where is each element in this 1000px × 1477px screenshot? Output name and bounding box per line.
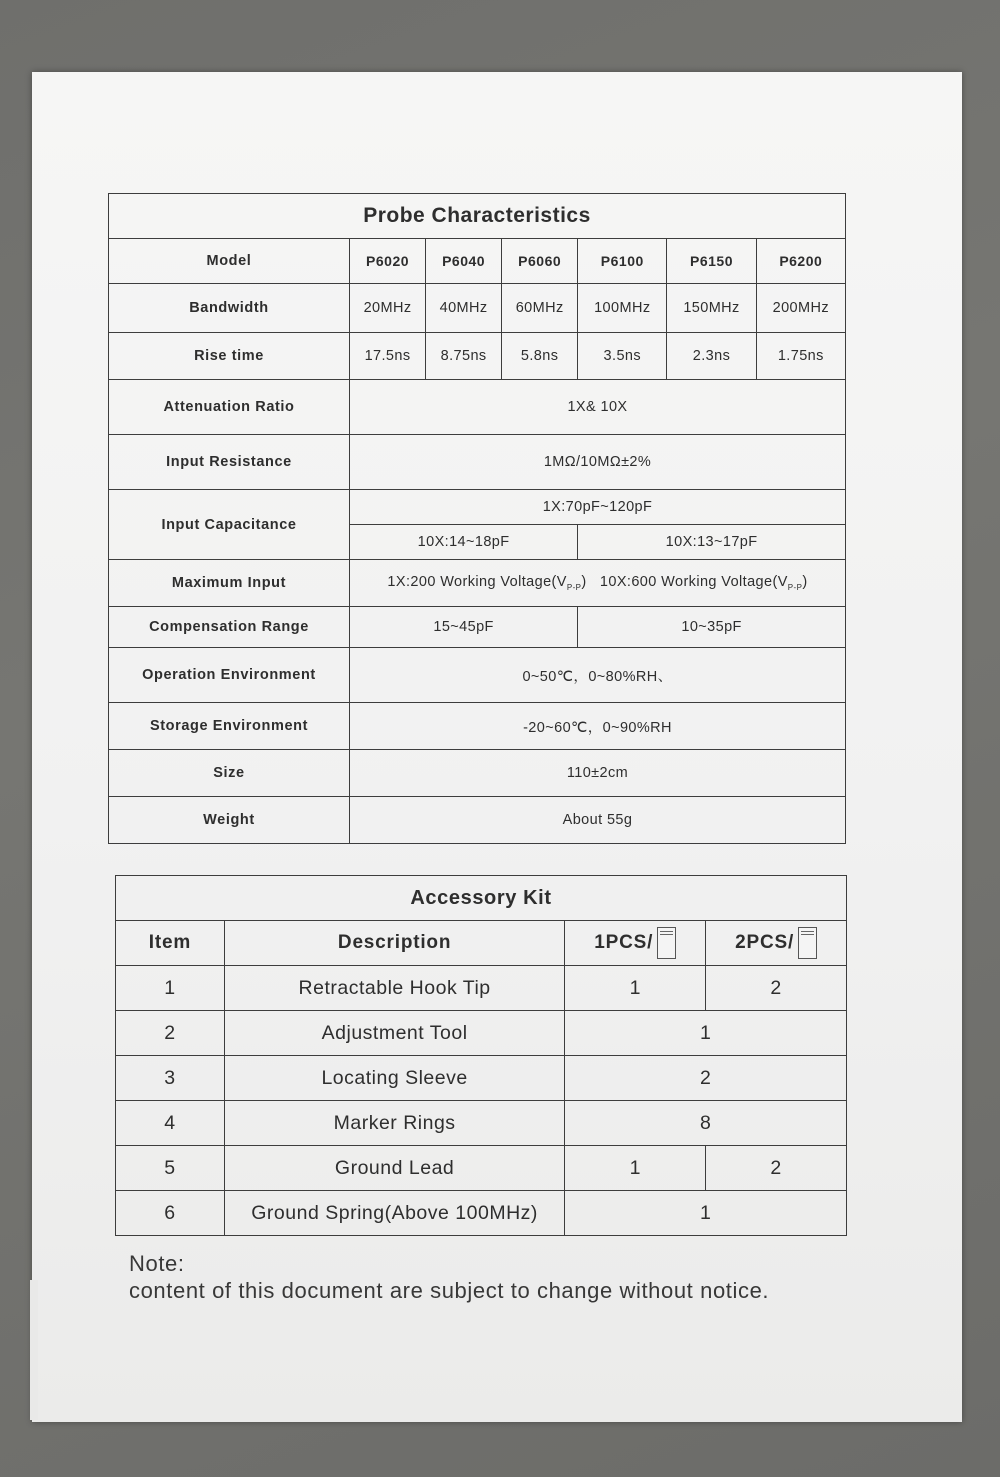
item-description: Marker Rings <box>224 1101 565 1146</box>
model-cell: P6150 <box>667 239 756 284</box>
operation-env-value: 0~50℃，0~80%RH、 <box>350 648 846 703</box>
model-cell: P6060 <box>502 239 578 284</box>
compensation-value: 10~35pF <box>578 607 846 648</box>
item-number: 1 <box>116 966 225 1011</box>
rise-time-cell: 1.75ns <box>756 333 845 380</box>
bandwidth-label: Bandwidth <box>109 284 350 333</box>
size-label: Size <box>109 750 350 797</box>
pcs2-header-label: 2PCS/ <box>735 932 795 954</box>
item-description: Locating Sleeve <box>224 1056 565 1101</box>
shared-quantity: 8 <box>565 1101 847 1146</box>
storage-env-value: -20~60℃，0~90%RH <box>350 703 846 750</box>
bag-icon <box>798 927 817 959</box>
pcs1-header <box>565 921 706 966</box>
model-label: Model <box>109 239 350 284</box>
max-input-subscript: P-P <box>787 582 803 592</box>
item-number: 3 <box>116 1056 225 1101</box>
operation-env-label: Operation Environment <box>109 648 350 703</box>
rise-time-cell: 3.5ns <box>578 333 667 380</box>
resistance-value: 1MΩ/10MΩ±2% <box>350 435 846 490</box>
compensation-value: 15~45pF <box>350 607 578 648</box>
bag-icon <box>657 927 676 959</box>
rise-time-cell: 2.3ns <box>667 333 756 380</box>
weight-label: Weight <box>109 797 350 844</box>
max-input-subscript: P-P <box>566 582 582 592</box>
accessory-kit-table <box>115 875 847 1236</box>
description-header: Description <box>224 921 565 966</box>
item-number: 5 <box>116 1146 225 1191</box>
capacitance-label: Input Capacitance <box>109 490 350 560</box>
bandwidth-cell: 150MHz <box>667 284 756 333</box>
attenuation-label: Attenuation Ratio <box>109 380 350 435</box>
item-description: Ground Spring(Above 100MHz) <box>224 1191 565 1236</box>
note-text: content of this document are subject to change without notice. <box>129 1278 770 1303</box>
rise-time-cell: 5.8ns <box>502 333 578 380</box>
kit-table-title: Accessory Kit <box>116 876 847 921</box>
probe-characteristics-table <box>108 193 846 844</box>
note-title: Note: <box>129 1251 185 1276</box>
capacitance-10x-value: 10X:13~17pF <box>578 525 846 560</box>
max-input-value: 1X:200 Working $Voltage(V_{P-P})$ 10X:600 Working $Voltage(V_{P-P})$ <box>350 560 846 607</box>
weight-value: About 55g <box>350 797 846 844</box>
rise-time-label: Rise time <box>109 333 350 380</box>
note-block <box>129 1250 769 1304</box>
pcs2-header <box>706 921 847 966</box>
max-input-10x: 10X:600 Working Voltage(V <box>599 574 788 591</box>
model-cell: P6020 <box>350 239 426 284</box>
max-input-label: Maximum Input <box>109 560 350 607</box>
item-description: Adjustment Tool <box>224 1011 565 1056</box>
compensation-label: Compensation Range <box>109 607 350 648</box>
bandwidth-cell: 40MHz <box>426 284 502 333</box>
item-header: Item <box>116 921 225 966</box>
model-cell: P6100 <box>578 239 667 284</box>
item-description: Retractable Hook Tip <box>224 966 565 1011</box>
bandwidth-cell: 60MHz <box>502 284 578 333</box>
paper-edge <box>30 1280 38 1420</box>
bandwidth-cell: 20MHz <box>350 284 426 333</box>
pcs1-quantity: 1 <box>565 966 706 1011</box>
bandwidth-cell: 100MHz <box>578 284 667 333</box>
pcs1-quantity: 1 <box>565 1146 706 1191</box>
model-cell: P6200 <box>756 239 845 284</box>
capacitance-1x-value: 1X:70pF~120pF <box>350 490 846 525</box>
resistance-label: Input Resistance <box>109 435 350 490</box>
bandwidth-cell: 200MHz <box>756 284 845 333</box>
shared-quantity: 1 <box>565 1011 847 1056</box>
size-value: 110±2cm <box>350 750 846 797</box>
max-input-1x: 1X:200 Working Voltage(V <box>387 574 567 591</box>
rise-time-cell: 17.5ns <box>350 333 426 380</box>
pcs2-quantity: 2 <box>706 1146 847 1191</box>
capacitance-10x-value: 10X:14~18pF <box>350 525 578 560</box>
pcs1-header-label: 1PCS/ <box>594 932 654 954</box>
item-number: 4 <box>116 1101 225 1146</box>
pcs2-quantity: 2 <box>706 966 847 1011</box>
item-number: 6 <box>116 1191 225 1236</box>
shared-quantity: 1 <box>565 1191 847 1236</box>
rise-time-cell: 8.75ns <box>426 333 502 380</box>
probe-table-title: Probe Characteristics <box>109 194 846 239</box>
shared-quantity: 2 <box>565 1056 847 1101</box>
storage-env-label: Storage Environment <box>109 703 350 750</box>
item-description: Ground Lead <box>224 1146 565 1191</box>
item-number: 2 <box>116 1011 225 1056</box>
model-cell: P6040 <box>426 239 502 284</box>
attenuation-value: 1X& 10X <box>350 380 846 435</box>
